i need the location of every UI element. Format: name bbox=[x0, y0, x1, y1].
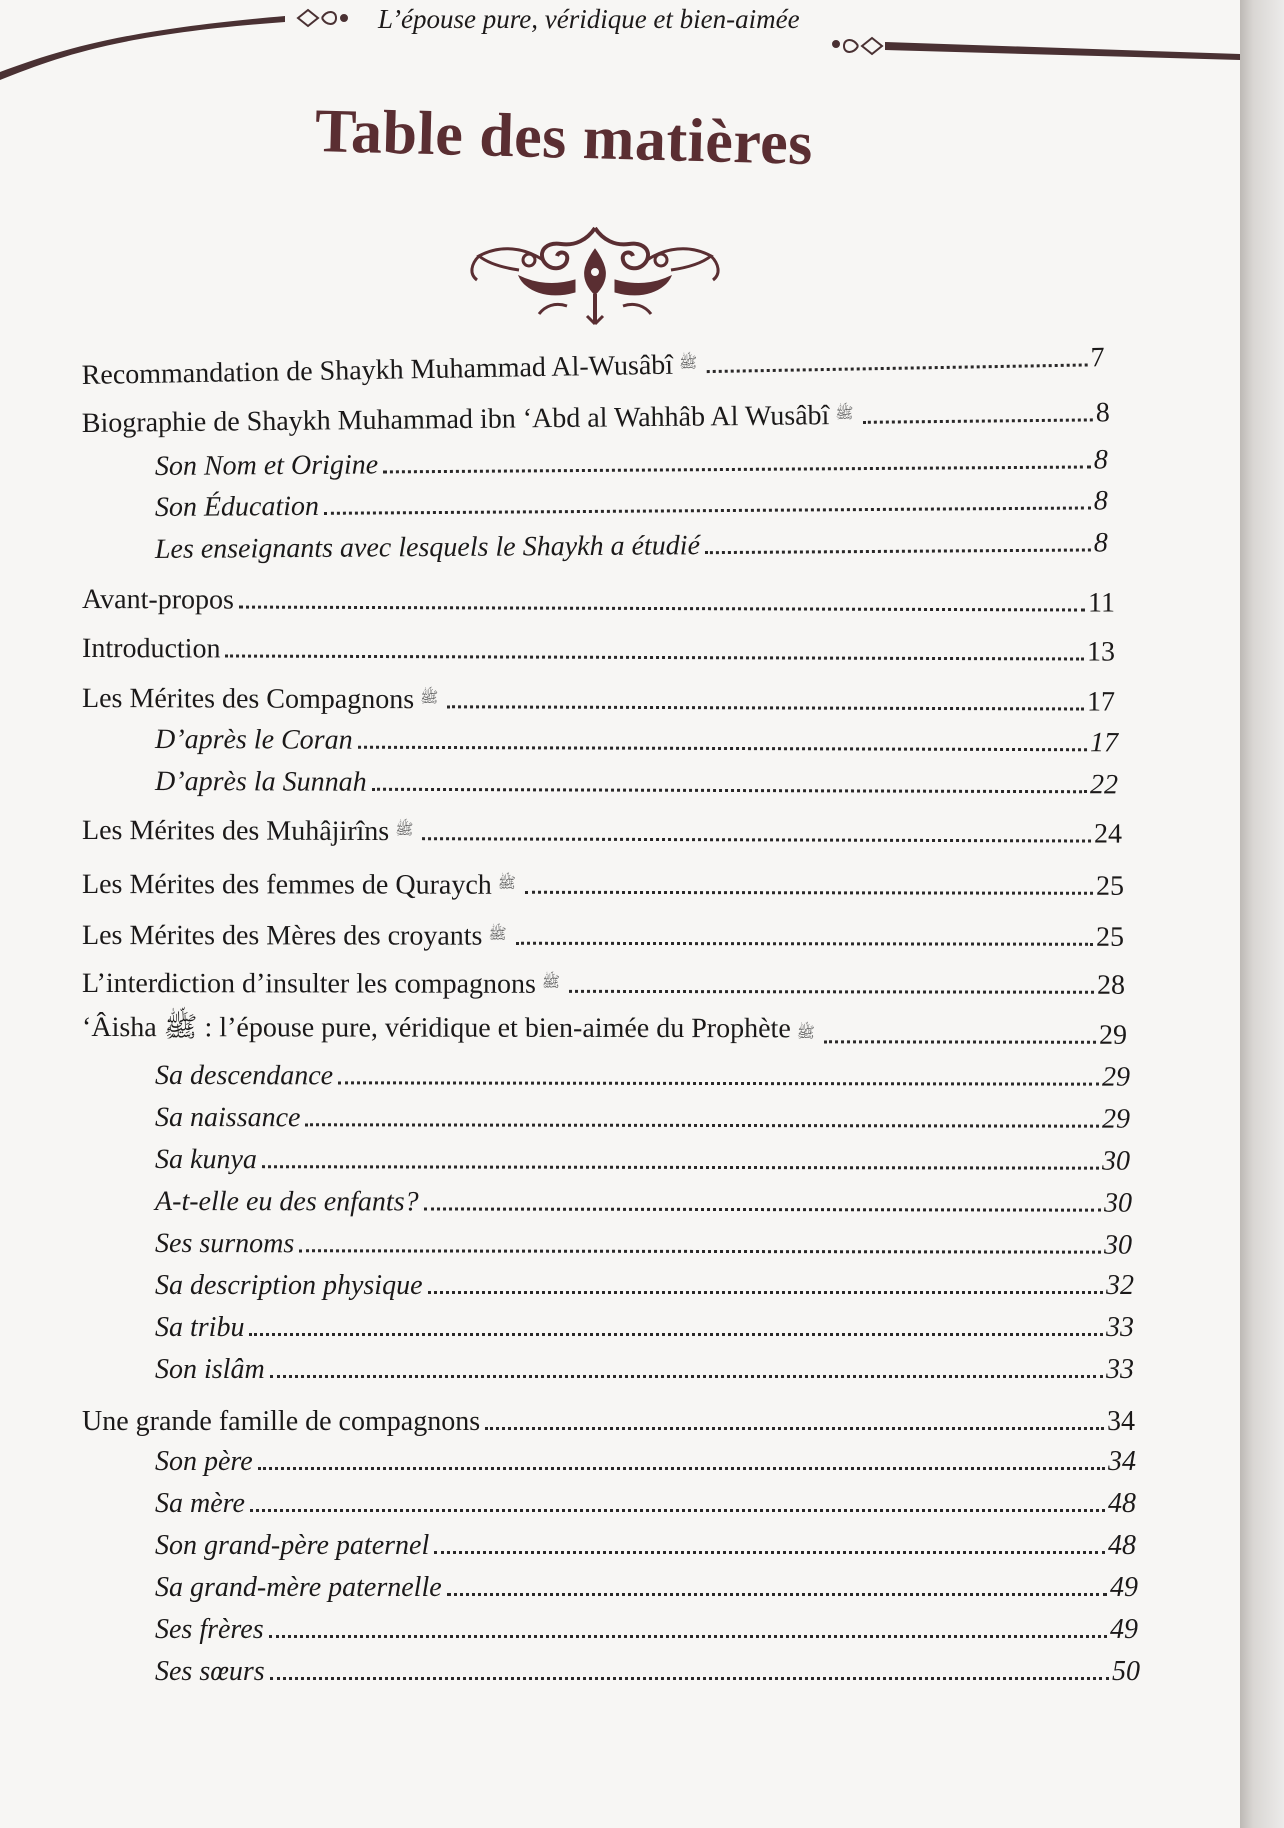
toc-entry-label: D’après le Coran bbox=[155, 724, 353, 756]
toc-entry bbox=[82, 912, 1124, 954]
toc-entry-label: Son père bbox=[155, 1446, 253, 1477]
dot-leader bbox=[299, 1249, 1101, 1253]
toc-entry bbox=[155, 1346, 1134, 1386]
toc-entry bbox=[82, 861, 1124, 903]
toc-entry-label: Ses frères bbox=[155, 1614, 264, 1645]
toc-entry bbox=[155, 436, 1108, 483]
toc-entry-label: Sa grand-mère paternelle bbox=[155, 1572, 442, 1603]
toc-entry-label: Son grand-père paternel bbox=[155, 1530, 430, 1561]
dot-leader bbox=[383, 465, 1091, 473]
toc-entry-page: 13 bbox=[1086, 636, 1116, 668]
toc-entry bbox=[155, 1220, 1132, 1262]
toc-entry bbox=[155, 1178, 1132, 1220]
honorific-mark: ﷺ bbox=[488, 926, 507, 943]
toc-entry-label: Sa description physique bbox=[155, 1270, 423, 1301]
dot-leader bbox=[250, 1509, 1105, 1512]
toc-entry-page: 17 bbox=[1086, 686, 1116, 718]
toc-entry-label: Son Éducation bbox=[154, 490, 320, 523]
dot-leader bbox=[270, 1375, 1103, 1378]
toc-entry-label: Ses sœurs bbox=[155, 1656, 265, 1687]
toc-entry-label: D’après la Sunnah bbox=[155, 766, 367, 798]
toc-entry-label: Les Mérites des Muhâjirîns bbox=[82, 815, 390, 848]
toc-entry-page: 30 bbox=[1102, 1145, 1131, 1177]
toc-entry bbox=[82, 807, 1122, 851]
toc-entry-label: Son islâm bbox=[155, 1354, 265, 1385]
dot-leader bbox=[258, 1467, 1105, 1470]
page-title: Table des matières bbox=[314, 97, 814, 179]
toc-entry bbox=[155, 1480, 1136, 1520]
toc-entry-page: 24 bbox=[1093, 818, 1123, 850]
dot-leader bbox=[485, 1427, 1104, 1430]
dot-leader bbox=[324, 506, 1091, 514]
honorific-mark: ﷺ bbox=[796, 1025, 815, 1042]
dot-leader bbox=[270, 1677, 1109, 1680]
dot-leader bbox=[239, 606, 1085, 612]
toc-entry-label: Les Mérites des Compagnons bbox=[82, 683, 415, 716]
dot-leader bbox=[525, 891, 1093, 895]
toc-entry-page: 30 bbox=[1104, 1229, 1133, 1261]
toc-entry bbox=[155, 1304, 1134, 1344]
toc-entry bbox=[155, 1648, 1140, 1688]
toc-entry bbox=[82, 675, 1115, 719]
toc-entry-page: 50 bbox=[1112, 1656, 1140, 1687]
toc-entry-label: Sa tribu bbox=[155, 1312, 245, 1343]
toc-entry bbox=[155, 1052, 1130, 1094]
dot-leader bbox=[269, 1635, 1107, 1638]
toc-entry-label: Les enseignants avec lesquels le Shaykh a étudié bbox=[154, 530, 701, 565]
toc-entry-label: ‘Âisha ﷺ : l’épouse pure, véridique et bien-aimée du Prophète bbox=[82, 1012, 791, 1045]
dot-leader bbox=[249, 1333, 1103, 1336]
toc-entry-page: 29 bbox=[1102, 1061, 1131, 1093]
dot-leader bbox=[705, 548, 1091, 554]
dot-leader bbox=[262, 1165, 1099, 1169]
toc-entry bbox=[81, 334, 1105, 392]
toc-entry-page: 25 bbox=[1096, 870, 1125, 902]
page-edge bbox=[1240, 0, 1284, 1828]
toc-entry-page: 34 bbox=[1107, 1406, 1135, 1437]
toc-entry-page: 22 bbox=[1089, 769, 1119, 801]
toc-entry-label: Avant-propos bbox=[82, 584, 235, 616]
toc-entry-label: Une grande famille de compagnons bbox=[82, 1406, 481, 1437]
toc-entry bbox=[82, 1398, 1135, 1438]
toc-entry bbox=[155, 519, 1108, 566]
toc-entry bbox=[155, 1262, 1134, 1302]
toc-entry-page: 8 bbox=[1093, 485, 1108, 517]
toc-entry-label: Ses surnoms bbox=[155, 1228, 295, 1260]
toc-entry-page: 8 bbox=[1093, 527, 1108, 559]
toc-entry bbox=[82, 576, 1115, 620]
dot-leader bbox=[516, 942, 1093, 946]
toc-entry bbox=[155, 1094, 1130, 1136]
honorific-mark: ﷺ bbox=[497, 875, 516, 892]
honorific-mark: ﷺ bbox=[678, 355, 698, 372]
toc-entry-page: 49 bbox=[1110, 1572, 1138, 1603]
toc-entry-page: 11 bbox=[1088, 587, 1116, 619]
dot-leader bbox=[706, 363, 1087, 373]
toc-entry bbox=[155, 1606, 1138, 1646]
dot-leader bbox=[863, 418, 1093, 423]
toc-entry-label: Les Mérites des femmes de Quraych bbox=[82, 869, 492, 901]
dot-leader bbox=[424, 1207, 1101, 1211]
toc-entry-page: 17 bbox=[1089, 727, 1119, 759]
toc-entry-page: 28 bbox=[1097, 969, 1126, 1001]
honorific-mark: ﷺ bbox=[835, 405, 854, 423]
toc-entry bbox=[155, 758, 1118, 801]
toc-entry bbox=[155, 1136, 1130, 1178]
toc-entry-label: Recommandation de Shaykh Muhammad Al-Wusâbî bbox=[81, 349, 674, 392]
toc-entry bbox=[155, 1564, 1138, 1604]
toc-entry-page: 34 bbox=[1108, 1446, 1136, 1477]
dot-leader bbox=[447, 705, 1084, 710]
toc-entry-label: Introduction bbox=[82, 633, 221, 665]
honorific-mark: ﷺ bbox=[395, 822, 414, 839]
toc-entry-label: Son Nom et Origine bbox=[154, 449, 379, 483]
dot-leader bbox=[225, 655, 1084, 661]
toc-entry-page: 49 bbox=[1110, 1614, 1138, 1645]
toc-entry bbox=[82, 960, 1125, 1002]
toc-entry-label: Biographie de Shaykh Muhammad ibn ‘Abd al Wahhâb Al Wusâbî bbox=[81, 400, 830, 440]
toc-entry bbox=[82, 389, 1110, 440]
toc-entry-page: 48 bbox=[1108, 1530, 1136, 1561]
toc-entry-page: 8 bbox=[1093, 444, 1108, 476]
toc-entry-label: L’interdiction d’insulter les compagnons bbox=[82, 968, 536, 1000]
dot-leader bbox=[338, 1081, 1099, 1085]
dot-leader bbox=[428, 1291, 1103, 1294]
toc-entry-label: Sa mère bbox=[155, 1488, 245, 1519]
toc-entry-label: Sa descendance bbox=[155, 1060, 334, 1092]
toc-entry bbox=[155, 1522, 1136, 1562]
dot-leader bbox=[447, 1593, 1107, 1596]
toc-entry-page: 25 bbox=[1096, 921, 1125, 953]
toc-entry-page: 33 bbox=[1106, 1312, 1134, 1343]
toc-entry bbox=[82, 625, 1115, 669]
toc-entry bbox=[155, 477, 1108, 524]
toc-entry-page: 7 bbox=[1090, 342, 1105, 374]
honorific-mark: ﷺ bbox=[541, 974, 561, 991]
dot-leader bbox=[434, 1551, 1105, 1554]
running-title: L’épouse pure, véridique et bien-aimée bbox=[378, 4, 800, 34]
toc-entry-page: 29 bbox=[1102, 1103, 1131, 1135]
dot-leader bbox=[358, 746, 1087, 752]
toc-entry-page: 30 bbox=[1104, 1187, 1133, 1219]
dot-leader bbox=[372, 788, 1087, 793]
dot-leader bbox=[569, 990, 1094, 994]
toc-entry-label: Sa naissance bbox=[155, 1102, 301, 1134]
honorific-mark: ﷺ bbox=[420, 690, 439, 707]
toc-entry-page: 48 bbox=[1108, 1488, 1136, 1519]
toc-entry bbox=[155, 716, 1118, 759]
toc-entry-page: 8 bbox=[1095, 397, 1110, 429]
toc-entry bbox=[82, 1010, 1127, 1052]
toc-entry-page: 33 bbox=[1106, 1354, 1134, 1385]
toc-entry-label: Sa kunya bbox=[155, 1144, 257, 1176]
toc-entry-label: A-t-elle eu des enfants? bbox=[155, 1186, 419, 1218]
dot-leader bbox=[422, 837, 1091, 842]
dot-leader bbox=[824, 1040, 1096, 1043]
dot-leader bbox=[305, 1123, 1099, 1127]
toc-entry-label: Les Mérites des Mères des croyants bbox=[82, 920, 483, 952]
toc-entry bbox=[155, 1438, 1136, 1478]
toc-entry-page: 32 bbox=[1106, 1270, 1134, 1301]
toc-entry-page: 29 bbox=[1099, 1019, 1128, 1051]
